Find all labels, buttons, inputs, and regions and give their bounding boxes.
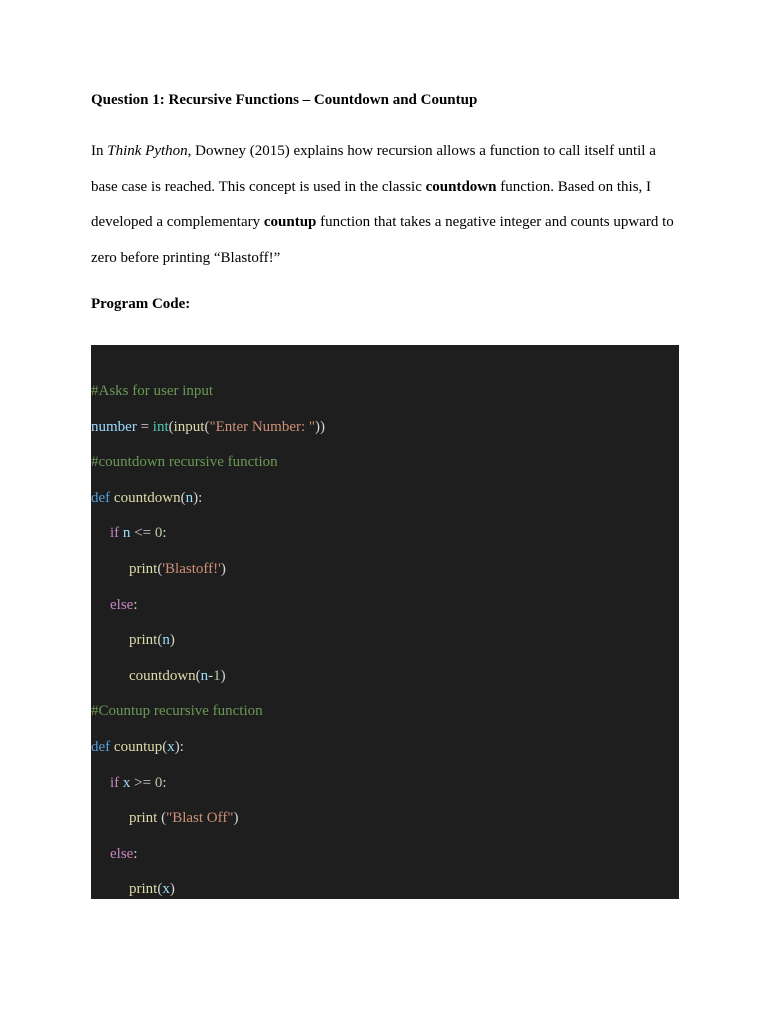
code-token: input bbox=[173, 418, 205, 435]
code-token: n bbox=[122, 525, 131, 542]
code-token: if bbox=[110, 525, 120, 542]
code-token: 0 bbox=[154, 774, 163, 791]
code-token: 0 bbox=[154, 525, 163, 542]
code-line bbox=[91, 808, 238, 828]
code-line bbox=[91, 844, 138, 864]
code-line bbox=[91, 381, 213, 401]
code-token: ): bbox=[193, 489, 203, 506]
code-line bbox=[91, 559, 226, 579]
code-token: countdown bbox=[129, 667, 196, 684]
code-token: : bbox=[133, 845, 138, 862]
code-token: ) bbox=[233, 810, 239, 827]
code-token: ( bbox=[157, 810, 167, 827]
countdown-term: countdown bbox=[425, 178, 497, 195]
code-line bbox=[91, 523, 167, 543]
code-token: ( bbox=[204, 418, 210, 435]
code-token: n bbox=[200, 667, 209, 684]
intro-paragraph bbox=[91, 134, 681, 276]
code-token: else bbox=[110, 845, 134, 862]
paragraph-text-4: function that takes a negative integer and counts upward to zero before printing “Blastoff!” bbox=[91, 214, 674, 266]
code-token: countup bbox=[113, 739, 163, 755]
program-code-label: Program Code: bbox=[91, 296, 191, 312]
code-line bbox=[91, 666, 226, 686]
code-token: if bbox=[110, 774, 120, 791]
code-block bbox=[91, 345, 679, 899]
code-token: : bbox=[162, 525, 167, 542]
code-token: x bbox=[122, 774, 131, 791]
code-token: #countdown recursive function bbox=[91, 454, 278, 471]
code-token: "Enter Number: " bbox=[209, 418, 316, 435]
code-token: ( bbox=[180, 489, 186, 506]
code-token: ) bbox=[220, 667, 226, 684]
code-line bbox=[91, 417, 325, 437]
code-token: ( bbox=[157, 632, 163, 649]
code-line bbox=[91, 879, 175, 899]
code-line bbox=[91, 737, 184, 757]
code-token: countdown bbox=[113, 489, 181, 506]
code-token: ( bbox=[168, 418, 174, 435]
code-token: - bbox=[208, 667, 214, 684]
code-token: else bbox=[110, 596, 134, 613]
code-token: ( bbox=[162, 739, 168, 755]
code-token: : bbox=[133, 596, 138, 613]
code-token: ( bbox=[195, 667, 201, 684]
code-token: #Countup recursive function bbox=[91, 703, 263, 720]
code-token: : bbox=[162, 774, 167, 791]
code-token: number bbox=[91, 418, 137, 435]
paragraph-text-2: , Downey (2015) explains how recursion allows a function to call itself until a base case is reached. This concept is used in the classic bbox=[91, 143, 656, 195]
book-title: Think Python bbox=[107, 143, 188, 159]
code-token: 1 bbox=[213, 667, 221, 684]
code-token: print bbox=[129, 881, 158, 898]
code-token: ) bbox=[220, 561, 226, 577]
code-token: ): bbox=[174, 739, 184, 755]
code-token: x bbox=[162, 881, 170, 898]
code-token: ) bbox=[169, 632, 175, 649]
code-token: <= bbox=[130, 525, 155, 542]
paragraph-text-1: In bbox=[91, 143, 108, 159]
code-token: print bbox=[129, 810, 158, 827]
code-token: int bbox=[152, 418, 169, 435]
code-token: )) bbox=[315, 418, 326, 435]
code-token: print bbox=[129, 561, 158, 577]
code-line bbox=[91, 488, 202, 508]
code-token: #Asks for user input bbox=[91, 383, 214, 399]
code-token: = bbox=[136, 418, 153, 435]
code-line bbox=[91, 595, 138, 615]
code-line bbox=[91, 452, 278, 472]
code-token: print bbox=[129, 632, 158, 649]
code-line bbox=[91, 630, 175, 650]
code-token: ( bbox=[157, 881, 163, 898]
code-token: ( bbox=[157, 561, 163, 577]
code-token: x bbox=[167, 739, 175, 755]
code-token: 'Blastoff!' bbox=[162, 561, 221, 577]
countup-term: countup bbox=[263, 214, 317, 230]
code-token: ) bbox=[169, 881, 175, 898]
code-token: n bbox=[162, 632, 170, 649]
code-token: def bbox=[91, 489, 111, 506]
code-token: def bbox=[91, 739, 111, 755]
code-line bbox=[91, 701, 263, 721]
paragraph-text-3: function. Based on this, I developed a complementary bbox=[91, 178, 652, 230]
code-line bbox=[91, 773, 167, 793]
code-token: n bbox=[185, 489, 194, 506]
question-heading: Question 1: Recursive Functions – Countdown and Countup bbox=[91, 92, 478, 108]
code-token: >= bbox=[130, 774, 155, 791]
code-token: "Blast Off" bbox=[166, 810, 234, 827]
